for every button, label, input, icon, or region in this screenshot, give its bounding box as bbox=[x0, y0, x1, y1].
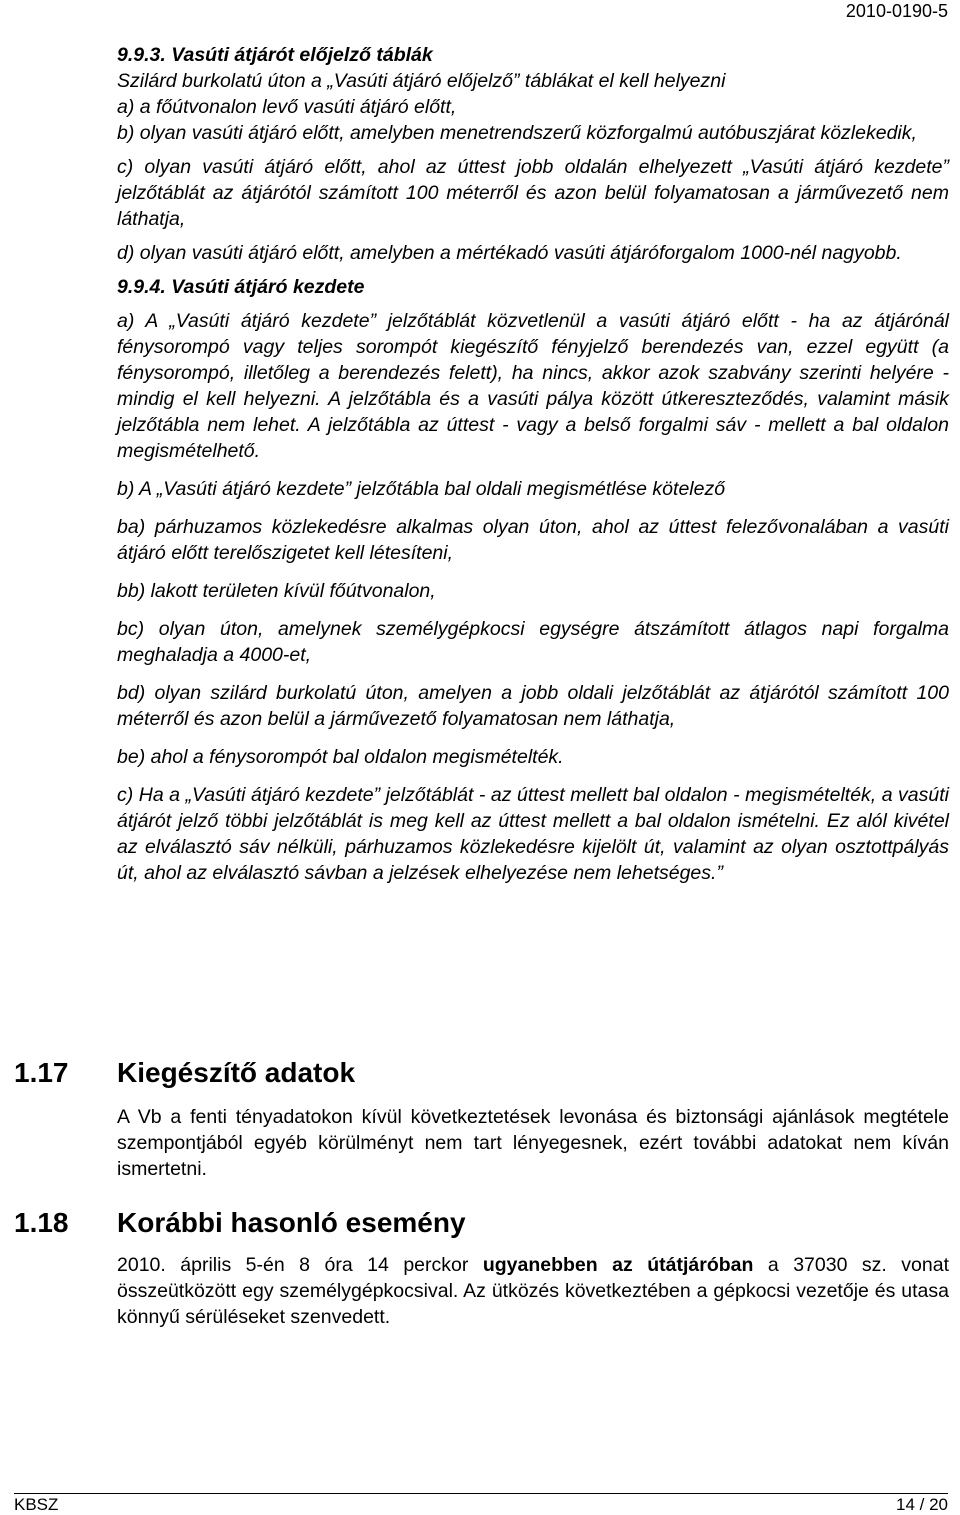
section-title-1-17: Kiegészítő adatok bbox=[117, 1057, 356, 1088]
section-heading-1-17 bbox=[14, 1056, 355, 1090]
para-bc-9-9-4: bc) olyan úton, amelynek személygépkocsi egységre átszámított átlagos napi forgalma meghaladja a 4000-et, bbox=[117, 618, 949, 666]
para-c-9-9-4: c) Ha a „Vasúti átjáró kezdete” jelzőtáblát - az úttest mellett bal oldalon - megismételték, a vasúti átjárót jelző többi jelzőtáblát is meg kell az úttest mellett a bal oldalon ismételni. Ez alól kivétel az elválasztó sáv nélküli, párhuzamos közlekedésre kijelölt út, valamint az olyan osztottpályás út, ahol az elválasztó sávban a jelzések elhelyezése nem lehetséges.” bbox=[117, 784, 949, 884]
section-body-1-17: A Vb a fenti tényadatokon kívül következtetések levonása és biztonsági ajánlások megtétele szempontjából egyéb körülményt nem tart lényegesnek, ezért további adatokat nem kíván ismertetni. bbox=[117, 1106, 949, 1180]
para-bd-9-9-4: bd) olyan szilárd burkolatú úton, amelyen a jobb oldali jelzőtáblát az átjárótól számított 100 méterről és azon belül a járművezető folyamatosan nem láthatja, bbox=[117, 682, 949, 730]
section-number-1-17: 1.17 bbox=[14, 1057, 69, 1088]
item-a-9-9-3: a) a főútvonalon levő vasúti átjáró előtt, bbox=[117, 96, 457, 118]
footer-page-number: 14 / 20 bbox=[896, 1495, 948, 1514]
para-a-9-9-4: a) A „Vasúti átjáró kezdete” jelzőtáblát közvetlenül a vasúti átjáró előtt - ha az átjárónál fénysorompó vagy teljes sorompót kiegészítő fényjelző berendezés van, ezzel együtt (a fénysorompó, illetőleg a berendezés felett), ha nincs, akkor azok szabvány szerinti helyére - mindig el kell helyezni. A jelzőtábla és a vasúti pálya között útkereszteződés, valamint másik jelzőtábla nem lehet. A jelzőtábla az úttest - vagy a belső forgalmi sáv - mellett a bal oldalon megismételhető. bbox=[117, 310, 949, 462]
heading-9-9-4: 9.9.4. Vasúti átjáró kezdete bbox=[117, 276, 365, 298]
section-9-9-3-and-9-9-4 bbox=[117, 42, 949, 886]
item-c-9-9-3: c) olyan vasúti átjáró előtt, ahol az úttest jobb oldalán elhelyezett „Vasúti átjáró kezdete” jelzőtáblát az átjárótól számított 100 méterről és azon belül folyamatosan a járművezető nem láthatja, bbox=[117, 156, 949, 230]
body-text-bold: ugyanebben az útátjáróban bbox=[482, 1254, 754, 1276]
footer-organization: KBSZ bbox=[14, 1495, 59, 1514]
section-title-1-18: Korábbi hasonló esemény bbox=[117, 1207, 466, 1238]
para-bb-9-9-4: bb) lakott területen kívül főútvonalon, bbox=[117, 580, 436, 602]
body-text-pre: 2010. április 5-én 8 óra 14 perckor bbox=[117, 1254, 483, 1276]
section-number-1-18: 1.18 bbox=[14, 1207, 69, 1238]
document-id: 2010-0190-5 bbox=[845, 1, 948, 21]
section-heading-1-18 bbox=[14, 1206, 466, 1240]
item-b-9-9-3: b) olyan vasúti átjáró előtt, amelyben menetrendszerű közforgalmú autóbuszjárat közlekedik, bbox=[117, 122, 917, 144]
section-body-1-18 bbox=[117, 1252, 949, 1330]
body-text-post: a 37030 sz. vonat összeütközött egy személygépkocsival. Az ütközés következtében a gépkocsi vezetője és utasa könnyű sérüléseket szenvedett. bbox=[117, 1254, 949, 1328]
heading-9-9-3: 9.9.3. Vasúti átjárót előjelző táblák bbox=[117, 44, 433, 66]
intro-9-9-3: Szilárd burkolatú úton a „Vasúti átjáró előjelző” táblákat el kell helyezni bbox=[117, 70, 726, 92]
footer-divider bbox=[14, 1493, 948, 1494]
item-d-9-9-3: d) olyan vasúti átjáró előtt, amelyben a mértékadó vasúti átjáróforgalom 1000-nél nagyobb. bbox=[117, 242, 902, 264]
para-ba-9-9-4: ba) párhuzamos közlekedésre alkalmas olyan úton, ahol az úttest felezővonalában a vasúti átjáró előtt terelőszigetet kell létesíteni, bbox=[117, 516, 949, 564]
para-be-9-9-4: be) ahol a fénysorompót bal oldalon megismételték. bbox=[117, 746, 564, 768]
para-b-9-9-4: b) A „Vasúti átjáró kezdete” jelzőtábla bal oldali megismétlése kötelező bbox=[117, 478, 726, 500]
